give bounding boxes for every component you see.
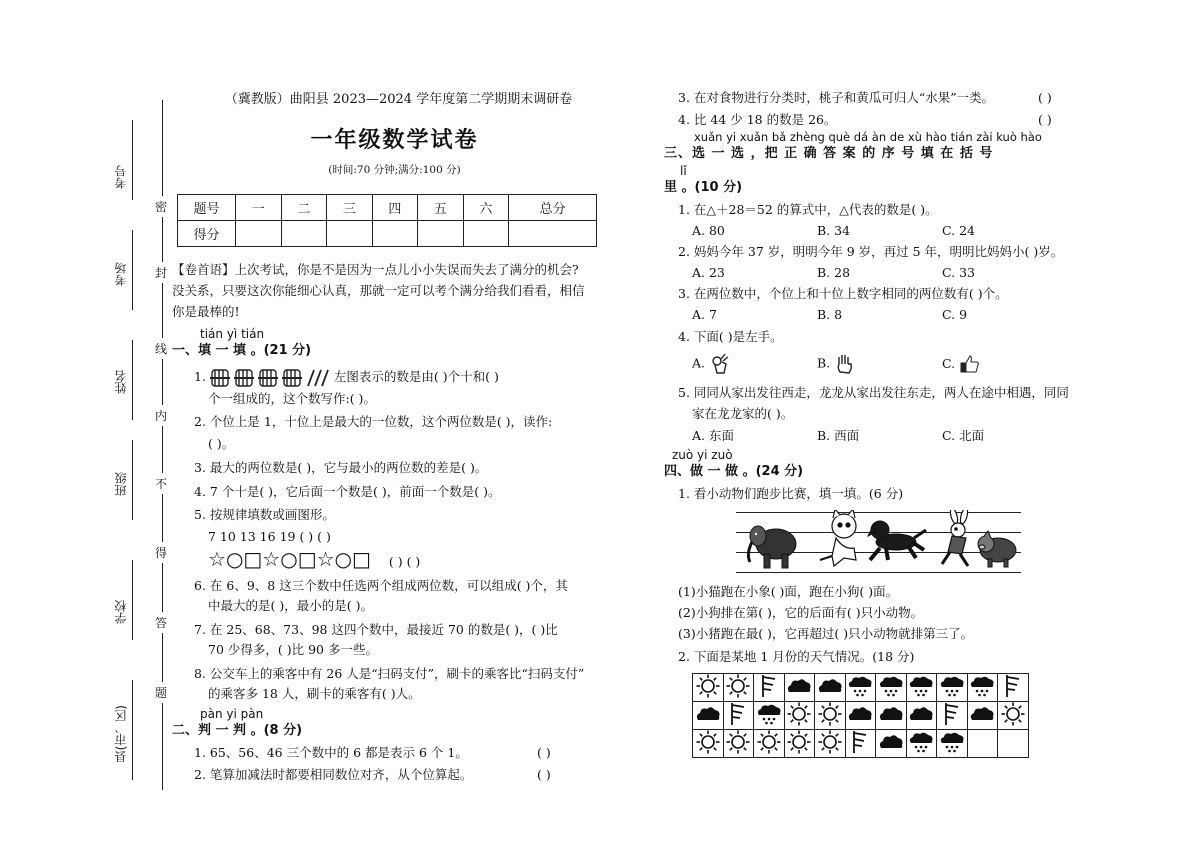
cloud-icon	[878, 739, 904, 754]
score-header-cell: 题号	[178, 195, 236, 221]
square-shape: □	[243, 547, 263, 571]
section-1-title: 一、填 一 填 。(21 分)	[172, 343, 312, 358]
weather-cell-wind	[937, 702, 968, 730]
field-line	[132, 560, 133, 640]
do-question-2: 2. 下面是某地 1 月份的天气情况。(18 分)	[678, 649, 915, 664]
question-1-7: 7. 在 25、68、73、98 这四个数中，最接近 70 的数是( )，( )比	[194, 622, 558, 637]
cloud-icon	[786, 683, 812, 698]
cat-icon	[820, 510, 856, 566]
wind-icon	[760, 686, 778, 701]
score-header-cell: 六	[463, 195, 509, 221]
square-shape: □	[297, 547, 317, 571]
question-1-2-cont: ( )。	[208, 436, 235, 451]
option-a[interactable]: A. 东面	[692, 428, 734, 443]
star-shape: ☆	[208, 547, 226, 571]
weather-cell-sun	[723, 674, 754, 702]
score-cell[interactable]	[281, 221, 327, 247]
weather-cell-sun	[723, 730, 754, 758]
option-b[interactable]: B. 西面	[817, 428, 860, 443]
star-shape: ☆	[262, 547, 281, 571]
dog-icon	[868, 521, 926, 560]
intro-line: 没关系，只要这次你能细心认真，那就一定可以考个满分给我们看看，相信	[172, 283, 585, 298]
question-1-7-cont: 70 少得多，( )比 90 多一些。	[208, 642, 378, 657]
cloud-icon	[847, 711, 873, 726]
weather-cell-empty	[998, 730, 1029, 758]
counting-sticks-icon	[210, 368, 330, 388]
field-line	[132, 120, 133, 200]
seal-char: 封	[155, 262, 167, 283]
wind-icon	[1004, 686, 1022, 701]
choice-question-1: 1. 在△＋28＝52 的算式中，△代表的数是( )。	[678, 202, 938, 217]
rain-icon	[908, 741, 934, 756]
rain-icon	[756, 713, 782, 728]
pig-icon	[978, 531, 1016, 567]
option-b[interactable]: B. 8	[817, 307, 843, 322]
score-cell[interactable]	[372, 221, 418, 247]
weather-cell-sun	[815, 730, 846, 758]
animals-graphic	[736, 510, 1021, 576]
exam-subtitle: （冀教版）曲阳县 2023—2024 学年度第二学期期末调研卷	[224, 92, 573, 107]
choice-options-1	[678, 221, 1098, 241]
choice-options-5	[678, 426, 1098, 446]
sun-icon	[757, 742, 781, 757]
weather-cell-wind	[723, 702, 754, 730]
judge-answer-blank[interactable]: ( )	[1038, 112, 1052, 127]
animal-subquestion-3: (3)小猪跑在最( )，它再超过( )只小动物就排第三了。	[678, 626, 974, 641]
question-1-6-cont: 中最大的是( )，最小的是( )。	[208, 598, 373, 613]
field-line	[132, 440, 133, 520]
field-line	[132, 340, 133, 420]
weather-cell-cloud	[967, 702, 998, 730]
question-1-3: 3. 最大的两位数是( )，它与最小的两位数的差是( )。	[194, 460, 488, 475]
field-label-exam-number: 考号	[114, 165, 128, 189]
square-shape: □	[351, 547, 371, 571]
field-label-name: 姓名	[114, 370, 128, 394]
question-1-1-text: 左图表示的数是由( )个十和( )	[333, 369, 499, 384]
weather-cell-rain	[876, 674, 907, 702]
section-3	[664, 130, 1098, 198]
weather-cell-sun	[754, 730, 785, 758]
weather-cell-rain	[754, 702, 785, 730]
option-a-hand[interactable]	[692, 353, 817, 375]
intro	[172, 259, 617, 322]
question-1-8: 8. 公交车上的乘客中有 26 人是“扫码支付”，刷卡的乘客比“扫码支付”	[194, 666, 585, 681]
score-table-row	[178, 221, 597, 247]
binding-strip	[0, 0, 175, 848]
choice-question-5: 5. 同同从家出发往西走，龙龙从家出发往东走，两人在途中相遇，同同	[678, 385, 1069, 400]
section-3-title-2: 里 。(10 分)	[664, 180, 743, 195]
weather-cell-cloud	[906, 702, 937, 730]
judge-answer-blank[interactable]: ( )	[537, 767, 551, 782]
score-header-cell: 五	[418, 195, 464, 221]
option-b[interactable]: B. 34	[817, 223, 851, 238]
cloud-icon	[878, 711, 904, 726]
score-header-cell: 二	[281, 195, 327, 221]
choice-question-3: 3. 在两位数中，个位上和十位上数字相同的两位数有( )个。	[678, 286, 1008, 301]
weather-row	[693, 702, 1029, 730]
weather-cell-empty	[967, 730, 998, 758]
weather-cell-cloud	[693, 702, 724, 730]
sun-icon	[787, 742, 811, 757]
judge-question-3-text: 3. 在对食物进行分类时，桃子和黄瓜可归人“水果”一类。	[678, 90, 995, 105]
judge-question-2	[172, 765, 617, 785]
choice-options-2	[678, 263, 1098, 283]
option-b-hand[interactable]	[817, 353, 942, 375]
weather-row	[693, 730, 1029, 758]
option-c[interactable]: C. 24	[942, 223, 975, 238]
section-4-pinyin: zuò yi zuò	[672, 448, 733, 462]
intro-line: 【卷首语】上次考试，你是不是因为一点儿小小失误而失去了满分的机会?	[172, 262, 579, 277]
judge-answer-blank[interactable]: ( )	[537, 745, 551, 760]
score-row-label: 得分	[178, 221, 236, 247]
animal-race-picture	[736, 510, 1021, 576]
weather-cell-sun	[784, 702, 815, 730]
circle-shape: ○	[225, 547, 244, 571]
weather-cell-cloud	[876, 730, 907, 758]
cloud-icon	[908, 711, 934, 726]
section-1-pinyin: tián yì tián	[200, 327, 265, 341]
thumbs-up-icon	[959, 354, 981, 374]
score-cell[interactable]	[327, 221, 373, 247]
section-4-title: 四、做 一 做 。(24 分)	[664, 464, 804, 479]
question-1-6: 6. 在 6、9、8 这三个数中任选两个组成两位数，可以组成( )个，其	[194, 578, 568, 593]
judge-answer-blank[interactable]: ( )	[1038, 90, 1052, 105]
judge-question-3	[678, 88, 1098, 108]
option-c[interactable]: C. 北面	[942, 428, 985, 443]
weather-cell-sun	[784, 730, 815, 758]
question-1-5: 5. 按规律填数或画图形。	[194, 507, 335, 522]
weather-table	[692, 673, 1029, 758]
weather-cell-rain	[937, 730, 968, 758]
weather-cell-cloud	[815, 674, 846, 702]
option-c[interactable]: C. 33	[942, 265, 975, 280]
judge-question-1-text: 1. 65、56、46 三个数中的 6 都是表示 6 个 1。	[194, 745, 468, 760]
open-hand-icon	[834, 353, 856, 375]
option-c-hand[interactable]	[942, 354, 981, 375]
weather-cell-sun	[998, 702, 1029, 730]
shape-sequence-blanks: ( ) ( )	[388, 554, 421, 569]
sun-icon	[696, 742, 720, 757]
sun-icon	[726, 686, 750, 701]
sun-icon	[696, 686, 720, 701]
weather-cell-wind	[845, 730, 876, 758]
option-c[interactable]: C. 9	[942, 307, 968, 322]
question-1-1: 1. 左图表示的数是由( )个十和( )	[172, 365, 617, 389]
exam-title: 一年级数学试卷	[310, 128, 479, 153]
option-a[interactable]: A. 23	[692, 265, 725, 280]
choice-options-4	[678, 353, 1098, 379]
cloud-icon	[817, 683, 843, 698]
cloud-icon	[695, 711, 721, 726]
judge-question-4	[678, 110, 1098, 130]
section-4	[664, 448, 1098, 482]
wind-icon	[851, 742, 869, 757]
rabbit-icon	[942, 510, 969, 566]
score-header-cell: 四	[372, 195, 418, 221]
judge-question-4-text: 4. 比 44 少 18 的数是 26。	[678, 112, 837, 127]
weather-cell-cloud	[876, 702, 907, 730]
wind-icon	[943, 714, 961, 729]
weather-cell-rain	[967, 674, 998, 702]
section-2	[172, 707, 617, 785]
field-label-school: 学校	[114, 600, 128, 624]
question-1-8-cont: 的乘客多 18 人，刷卡的乘客有( )人。	[208, 686, 421, 701]
weather-cell-rain	[906, 674, 937, 702]
question-1-4: 4. 7 个十是( )，它后面一个数是( )，前面一个数是( )。	[194, 484, 501, 499]
star-shape: ☆	[316, 547, 335, 571]
score-header-cell: 三	[327, 195, 373, 221]
option-b: B.	[817, 355, 831, 371]
animal-subquestion-2: (2)小狗排在第( )，它的后面有( )只小动物。	[678, 605, 924, 620]
score-cell[interactable]	[236, 221, 282, 247]
section-2-pinyin: pàn yi pàn	[200, 707, 264, 721]
section-3-title: 三、选 一 选 ，把 正 确 答 案 的 序 号 填 在 括 号	[664, 146, 994, 161]
seal-char: 得	[155, 542, 167, 563]
field-line	[132, 680, 133, 780]
seal-char: 内	[155, 405, 167, 426]
seal-char: 线	[155, 338, 167, 359]
section-1	[172, 327, 617, 704]
do-question-1: 1. 看小动物们跑步比赛，填一填。(6 分)	[678, 486, 904, 501]
option-a[interactable]: A. 7	[692, 307, 717, 322]
choice-question-2: 2. 妈妈今年 37 岁，明明今年 9 岁，再过 5 年，明明比妈妈小( )岁。	[678, 244, 1064, 259]
question-1-2: 2. 个位上是 1，十位上是最大的一位数，这个两位数是( )，读作:	[194, 414, 553, 429]
seal-char: 密	[155, 196, 167, 217]
seal-char: 不	[155, 473, 167, 494]
score-header-cell: 总分	[509, 195, 597, 221]
ok-hand-icon	[709, 353, 731, 375]
weather-cell-cloud	[845, 702, 876, 730]
rain-icon	[847, 685, 873, 700]
sun-icon	[1001, 714, 1025, 729]
cloud-icon	[969, 711, 995, 726]
weather-cell-wind	[998, 674, 1029, 702]
choice-options-3	[678, 305, 1098, 325]
exam-info: (时间:70 分钟;满分:100 分)	[328, 164, 461, 176]
rain-icon	[969, 685, 995, 700]
score-header-cell: 一	[236, 195, 282, 221]
score-cell[interactable]	[509, 221, 597, 247]
weather-cell-sun	[693, 730, 724, 758]
weather-cell-rain	[937, 674, 968, 702]
score-table	[177, 194, 597, 247]
seal-char: 答	[155, 612, 167, 633]
option-b[interactable]: B. 28	[817, 265, 851, 280]
sun-icon	[818, 742, 842, 757]
section-3-pinyin-2: lǐ	[680, 164, 687, 178]
judge-question-1	[172, 743, 617, 763]
score-cell[interactable]	[418, 221, 464, 247]
choice-question-5-cont: 家在龙龙家的( )。	[692, 406, 794, 421]
option-a[interactable]: A. 80	[692, 223, 725, 238]
rain-icon	[908, 685, 934, 700]
field-label-class: 班级	[114, 472, 128, 496]
field-label-exam-room: 考场	[114, 262, 128, 286]
section-2-title: 二、判 一 判 。(8 分)	[172, 723, 303, 738]
number-sequence: 7 10 13 16 19 ( ) ( )	[208, 529, 331, 544]
elephant-icon	[748, 526, 796, 568]
weather-row	[693, 674, 1029, 702]
intro-line: 你是最棒的!	[172, 304, 240, 319]
option-a: A.	[692, 355, 706, 371]
sun-icon	[818, 714, 842, 729]
score-cell[interactable]	[463, 221, 509, 247]
section-3-pinyin: xuǎn yi xuǎn bǎ zhèng què dá àn de xù hào tián zài kuò hào	[694, 130, 1042, 144]
left-column	[172, 88, 617, 785]
rain-icon	[939, 741, 965, 756]
weather-cell-sun	[815, 702, 846, 730]
circle-shape: ○	[334, 547, 352, 571]
rain-icon	[939, 685, 965, 700]
choice-question-4: 4. 下面( )是左手。	[678, 329, 783, 344]
shape-sequence	[172, 548, 617, 572]
question-1-1-cont: 个一组成的，这个数写作:( )。	[208, 391, 376, 406]
sun-icon	[726, 742, 750, 757]
judge-question-2-text: 2. 笔算加减法时都要相同数位对齐，从个位算起。	[194, 767, 473, 782]
weather-cell-sun	[693, 674, 724, 702]
field-label-county: 县(市、区)	[114, 705, 128, 763]
score-table-header-row	[178, 195, 597, 221]
circle-shape: ○	[280, 547, 298, 571]
weather-cell-wind	[754, 674, 785, 702]
right-column	[664, 88, 1098, 758]
weather-cell-rain	[845, 674, 876, 702]
sun-icon	[787, 714, 811, 729]
field-line	[132, 230, 133, 310]
wind-icon	[729, 714, 747, 729]
seal-char: 题	[155, 682, 167, 703]
option-c: C.	[942, 355, 956, 371]
rain-icon	[878, 685, 904, 700]
weather-cell-cloud	[784, 674, 815, 702]
weather-cell-rain	[906, 730, 937, 758]
animal-subquestion-1: (1)小猫跑在小象( )面，跑在小狗( )面。	[678, 584, 899, 599]
